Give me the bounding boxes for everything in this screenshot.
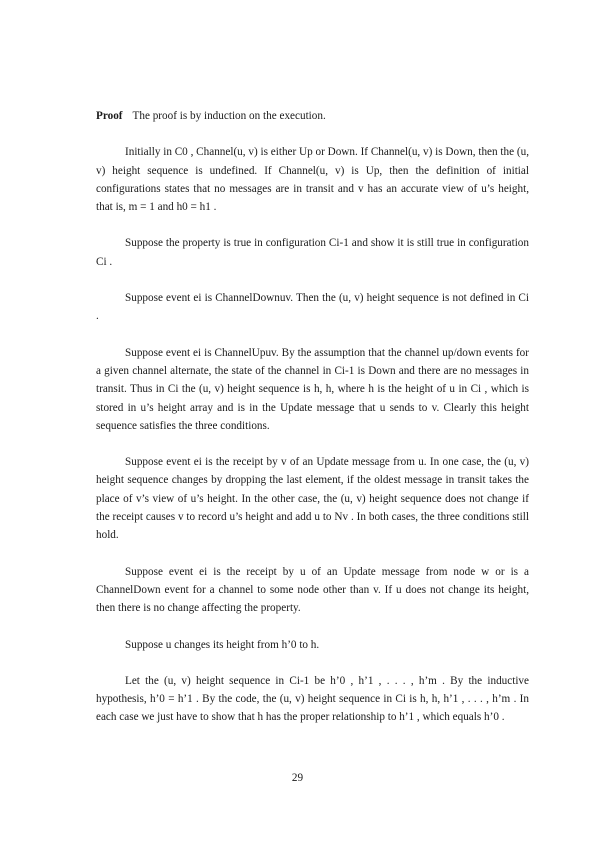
- paragraph-inductive-step: Suppose the property is true in configuration Ci-1 and show it is still true in configuration Ci .: [96, 237, 529, 268]
- paragraph-height-change: Suppose u changes its height from h’0 to h.: [125, 638, 320, 651]
- paragraph-receipt-by-v: Suppose event ei is the receipt by v of an Update message from u. In one case, the (u, v) height sequence changes by dropping the last element, if the oldest message in transit takes the place of v’s view of u’s height. In the other case, the (u, v) height sequence does not change if the receipt causes v to record u’s height and add u to Nv . In both cases, the three conditions still hold.: [96, 456, 529, 542]
- proof-label: Proof: [96, 110, 123, 122]
- paragraph-height-sequence: Let the (u, v) height sequence in Ci-1 be h’0 , h’1 , . . . , h’m . By the inductive hypothesis, h’0 = h’1 . By the code, the (u, v) height sequence in Ci is h, h, h’1 , . . . , h’m . In each case we just have to show that h has the proper relationship to h’1 , which equals h’0 .: [96, 674, 529, 724]
- page-number: 29: [291, 772, 304, 784]
- proof-body: [96, 107, 529, 745]
- paragraph-initial-config: Initially in C0 , Channel(u, v) is either Up or Down. If Channel(u, v) is Down, then the (u, v) height sequence is undefined. If Channel(u, v) is Up, then the definition of initial configurations states that no messages are in transit and v has an accurate view of u’s height, that is, m = 1 and h0 = h1 .: [96, 146, 529, 214]
- paragraph-channel-up: Suppose event ei is ChannelUpuv. By the assumption that the channel up/down events for a given channel alternate, the state of the channel in Ci-1 is Down and there are no messages in transit. Thus in Ci the (u, v) height sequence is h, h, where h is the height of u in Ci , which is stored in u’s height array and is in the Update message that u sends to v. Clearly this height sequence satisfies the three conditions.: [96, 346, 529, 432]
- proof-intro-text: The proof is by induction on the execution.: [132, 110, 326, 122]
- paragraph-receipt-by-u: Suppose event ei is the receipt by u of an Update message from node w or is a ChannelDown event for a channel to some node other than v. If u does not change its height, then there is no change affecting the property.: [96, 565, 529, 615]
- proof-intro: [96, 107, 529, 125]
- paragraph-channel-down: Suppose event ei is ChannelDownuv. Then the (u, v) height sequence is not defined in Ci .: [96, 292, 529, 323]
